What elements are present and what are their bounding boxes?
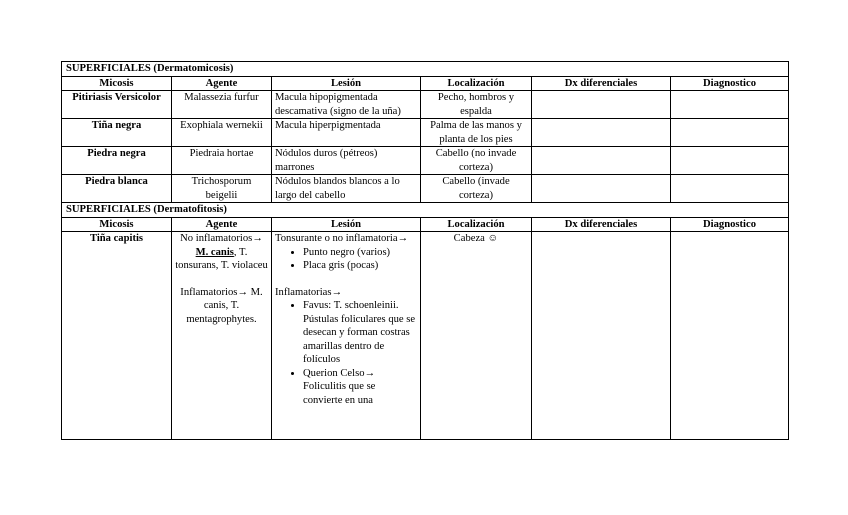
cell-localizacion: Cabeza ☺ bbox=[421, 232, 532, 440]
cell-localizacion: Cabello (invade corteza) bbox=[421, 175, 532, 203]
header-agente: Agente bbox=[172, 217, 272, 232]
section-title-row bbox=[62, 62, 789, 77]
list-item: • Punto negro (varios) bbox=[303, 246, 417, 260]
cell-agente bbox=[172, 232, 272, 440]
header-agente: Agente bbox=[172, 76, 272, 91]
list-item: • Placa gris (pocas) bbox=[303, 259, 417, 273]
cell-dx bbox=[532, 91, 671, 119]
section-title-row bbox=[62, 203, 789, 218]
header-lesion: Lesión bbox=[272, 76, 421, 91]
cell-dx bbox=[532, 147, 671, 175]
table-row bbox=[62, 119, 789, 147]
cell-agente: Trichosporum beigelii bbox=[172, 175, 272, 203]
cell-agente: Exophiala wernekii bbox=[172, 119, 272, 147]
micosis-table bbox=[61, 61, 789, 440]
cell-diagnostico bbox=[671, 91, 789, 119]
header-diagnostico: Diagnostico bbox=[671, 217, 789, 232]
header-localizacion: Localización bbox=[421, 217, 532, 232]
table-row bbox=[62, 232, 789, 440]
cell-diagnostico bbox=[671, 119, 789, 147]
cell-micosis: Tiña capitis bbox=[62, 232, 172, 440]
agente-no-inflamatorios-rest: , T. tonsurans, T. violaceu bbox=[175, 246, 268, 271]
cell-micosis: Piedra negra bbox=[62, 147, 172, 175]
header-localizacion: Localización bbox=[421, 76, 532, 91]
document-page bbox=[61, 61, 788, 440]
header-row bbox=[62, 217, 789, 232]
cell-localizacion: Pecho, hombros y espalda bbox=[421, 91, 532, 119]
table-row bbox=[62, 91, 789, 119]
cell-diagnostico bbox=[671, 232, 789, 440]
table-row bbox=[62, 175, 789, 203]
cell-localizacion: Cabello (no invade corteza) bbox=[421, 147, 532, 175]
agente-m-canis: M. canis bbox=[195, 246, 234, 258]
cell-lesion: Nódulos duros (pétreos) marrones bbox=[272, 147, 421, 175]
list-item: • Favus: T. schoenleinii. Pústulas foliculares que se desecan y forman costras amarillas dentro de folículos bbox=[303, 299, 417, 367]
table-row bbox=[62, 147, 789, 175]
agente-no-inflamatorios: No inflamatorios→ bbox=[180, 233, 263, 244]
header-row bbox=[62, 76, 789, 91]
header-micosis: Micosis bbox=[62, 217, 172, 232]
cell-diagnostico bbox=[671, 147, 789, 175]
cell-micosis: Pitiriasis Versicolor bbox=[62, 91, 172, 119]
cell-lesion: Macula hiperpigmentada bbox=[272, 119, 421, 147]
lesion-intro: Tonsurante o no inflamatoria→ bbox=[275, 233, 409, 244]
cell-lesion bbox=[272, 232, 421, 440]
lesion-list-2 bbox=[275, 299, 417, 407]
cell-micosis: Tiña negra bbox=[62, 119, 172, 147]
cell-lesion: Nódulos blandos blancos a lo largo del cabello bbox=[272, 175, 421, 203]
cell-micosis: Piedra blanca bbox=[62, 175, 172, 203]
agente-inflamatorios: Inflamatorios→ M. canis, T. mentagrophytes. bbox=[180, 286, 263, 325]
header-dx-diferenciales: Dx diferenciales bbox=[532, 76, 671, 91]
header-micosis: Micosis bbox=[62, 76, 172, 91]
cell-agente: Malassezia furfur bbox=[172, 91, 272, 119]
section-title: SUPERFICIALES (Dermatofitosis) bbox=[62, 203, 789, 218]
cell-agente: Piedraia hortae bbox=[172, 147, 272, 175]
cell-localizacion: Palma de las manos y planta de los pies bbox=[421, 119, 532, 147]
cell-lesion: Macula hipopigmentada descamativa (signo de la uña) bbox=[272, 91, 421, 119]
lesion-inflamatorias-intro: Inflamatorias→ bbox=[275, 286, 343, 298]
cell-dx bbox=[532, 119, 671, 147]
header-lesion: Lesión bbox=[272, 217, 421, 232]
cell-dx bbox=[532, 232, 671, 440]
list-item: • Querion Celso→ Foliculitis que se convierte en una bbox=[303, 367, 417, 408]
cell-dx bbox=[532, 175, 671, 203]
cell-diagnostico bbox=[671, 175, 789, 203]
header-diagnostico: Diagnostico bbox=[671, 76, 789, 91]
lesion-list-1 bbox=[275, 246, 417, 273]
section-title: SUPERFICIALES (Dermatomicosis) bbox=[62, 62, 789, 77]
header-dx-diferenciales: Dx diferenciales bbox=[532, 217, 671, 232]
